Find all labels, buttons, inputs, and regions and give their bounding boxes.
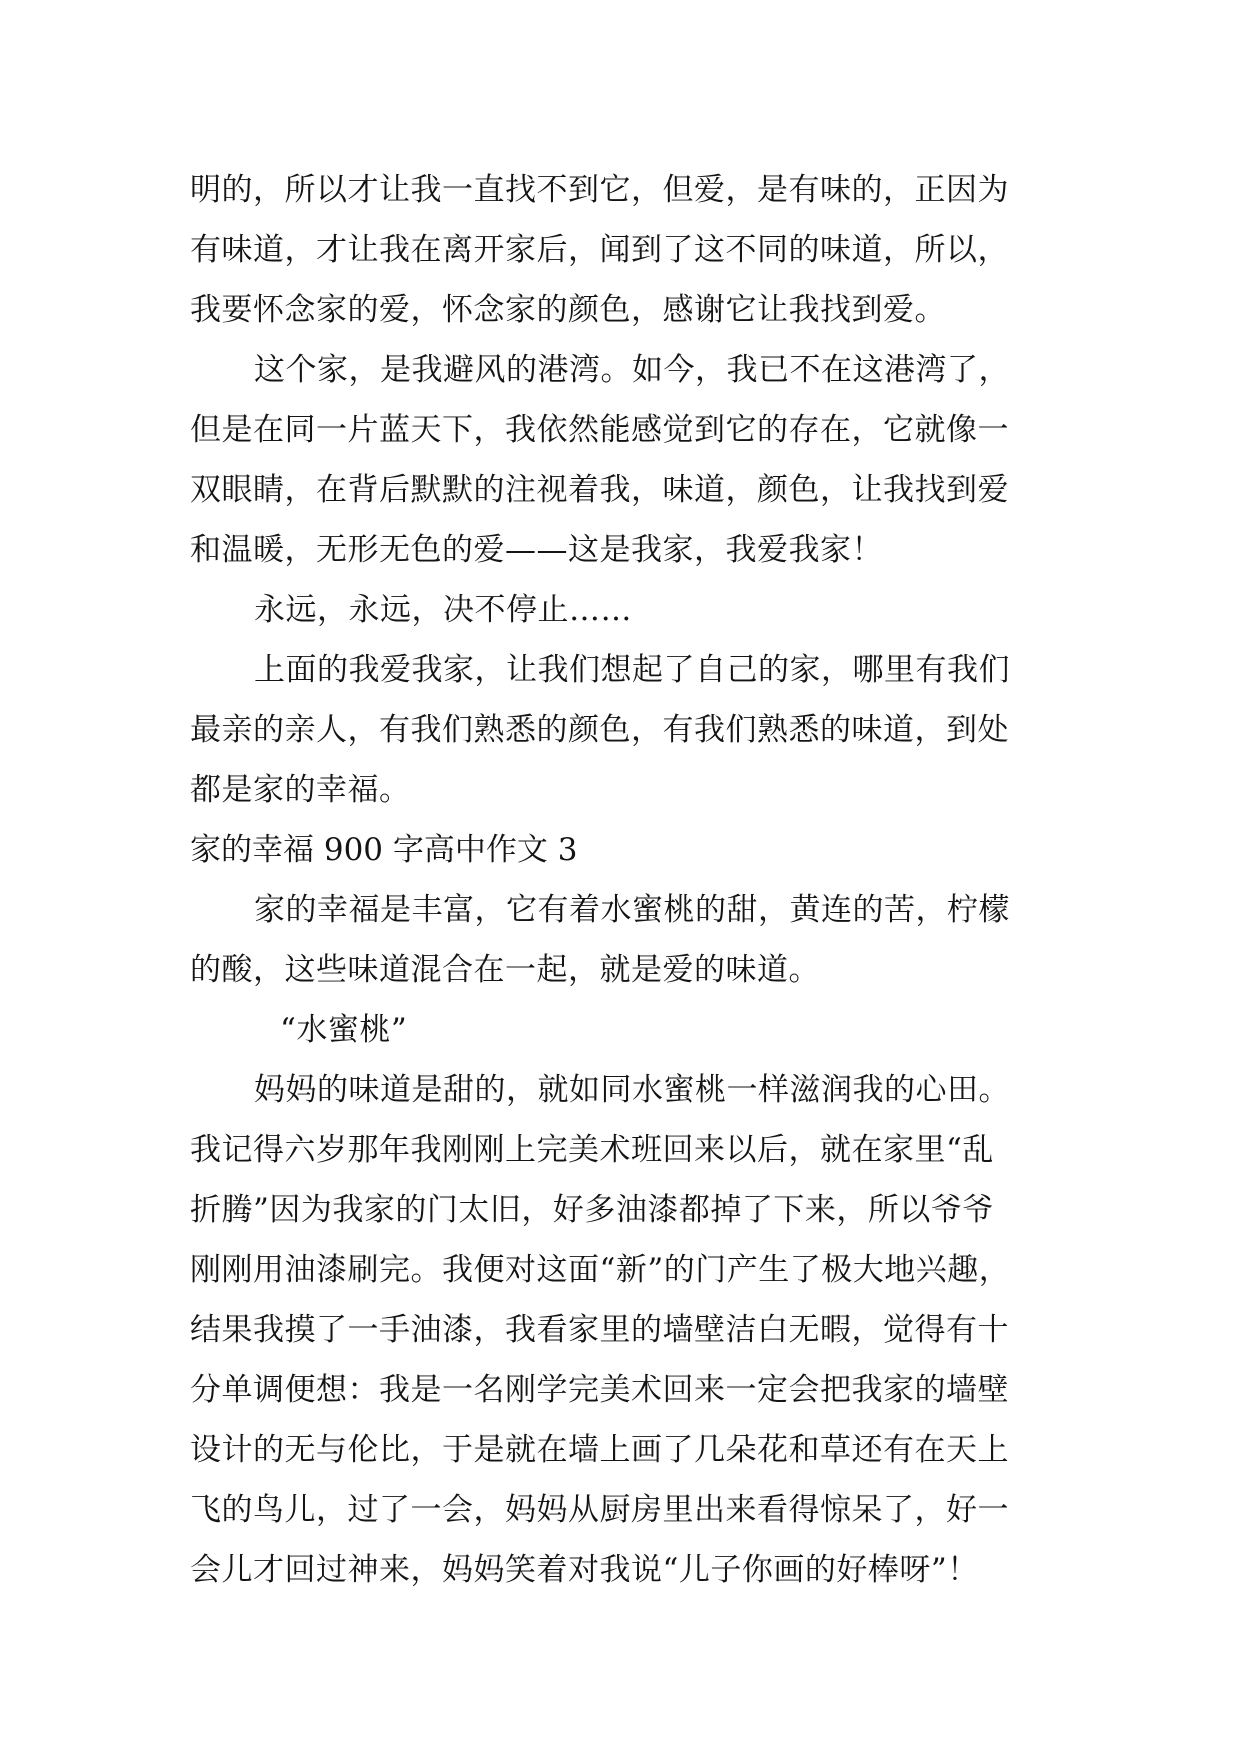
text-line: 设计的无与伦比，于是就在墙上画了几朵花和草还有在天上 — [190, 1432, 1009, 1468]
subheading: “水蜜桃” — [280, 1012, 408, 1048]
text-line: 这个家，是我避风的港湾。如今，我已不在这港湾了， — [254, 352, 1010, 388]
text-line: 上面的我爱我家，让我们想起了自己的家，哪里有我们 — [254, 652, 1010, 688]
text-line: 都是家的幸福。 — [190, 772, 411, 808]
section-title: 家的幸福 900 字高中作文 3 — [190, 832, 578, 868]
text-line: 飞的鸟儿，过了一会，妈妈从厨房里出来看得惊呆了，好一 — [190, 1492, 1009, 1528]
text-line: 有味道，才让我在离开家后，闻到了这不同的味道，所以， — [190, 232, 1009, 268]
text-line: 永远，永远，决不停止…… — [254, 592, 632, 628]
text-line: 的酸，这些味道混合在一起，就是爱的味道。 — [190, 952, 820, 988]
text-line: 妈妈的味道是甜的，就如同水蜜桃一样滋润我的心田。 — [254, 1072, 1010, 1108]
text-line: 结果我摸了一手油漆，我看家里的墙壁洁白无暇，觉得有十 — [190, 1312, 1009, 1348]
document-body — [190, 160, 1050, 1600]
text-line: 和温暖，无形无色的爱——这是我家，我爱我家！ — [190, 532, 883, 568]
text-line: 最亲的亲人，有我们熟悉的颜色，有我们熟悉的味道，到处 — [190, 712, 1009, 748]
text-line: 分单调便想：我是一名刚学完美术回来一定会把我家的墙壁 — [190, 1372, 1009, 1408]
text-line: 明的，所以才让我一直找不到它，但爱，是有味的，正因为 — [190, 172, 1009, 208]
text-line: 折腾”因为我家的门太旧，好多油漆都掉了下来，所以爷爷 — [190, 1192, 994, 1228]
text-line: 我记得六岁那年我刚刚上完美术班回来以后，就在家里“乱 — [190, 1132, 994, 1168]
text-line: 刚刚用油漆刷完。我便对这面“新”的门产生了极大地兴趣， — [190, 1252, 1011, 1288]
text-line: 会儿才回过神来，妈妈笑着对我说“儿子你画的好棒呀”！ — [190, 1552, 979, 1588]
text-line: 家的幸福是丰富，它有着水蜜桃的甜，黄连的苦，柠檬 — [254, 892, 1010, 928]
text-line: 双眼睛，在背后默默的注视着我，味道，颜色，让我找到爱 — [190, 472, 1009, 508]
text-line: 我要怀念家的爱，怀念家的颜色，感谢它让我找到爱。 — [190, 292, 946, 328]
text-line: 但是在同一片蓝天下，我依然能感觉到它的存在，它就像一 — [190, 412, 1009, 448]
